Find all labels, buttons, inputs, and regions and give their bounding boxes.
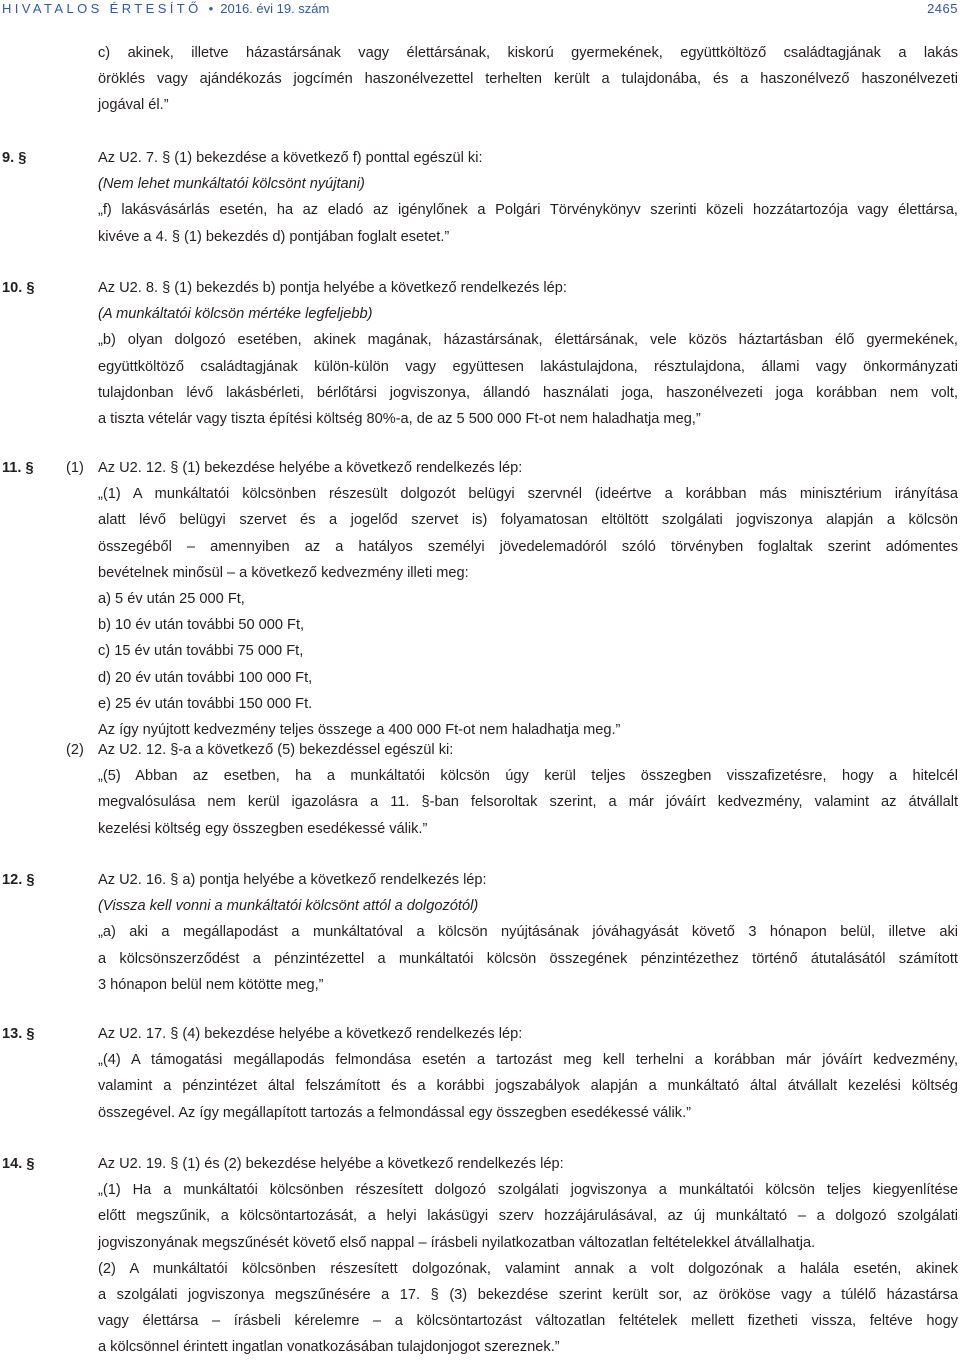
section-number-10: 10. § [2, 280, 35, 296]
text-line: a tiszta vételár vagy tiszta építési költség 80%-a, de az 5 500 000 Ft-ot nem haladhatja meg,” [98, 410, 701, 427]
text-line: a szolgálati jogviszonya megszűnésére a 17. § (3) bekezdése szerint került sor, az örököse vagy a túlélő házastársa [98, 1286, 958, 1303]
text-line: Az U2. 7. § (1) bekezdése a következő f) ponttal egészül ki: [98, 150, 483, 166]
text-line: „(1) Ha a munkáltatói kölcsönben részesített dolgozó szolgálati jogviszonya a munkáltatói kölcsön teljes kiegyenlítése [98, 1182, 958, 1199]
text-line: együttköltöző családtagjának külön-külön vagy együttesen lakástulajdona, résztulajdona, állami vagy önkormányzati [98, 358, 958, 375]
text-line: „a) aki a megállapodást a munkáltatóval a kölcsön nyújtásának jóváhagyását követő 3 hónapon belül, illetve aki [98, 924, 958, 941]
text-line: a kölcsönnel érintett ingatlan vonatkozásában tulajdonjogot szereznek.” [98, 1339, 560, 1356]
text-line: előtt megszűnik, a kölcsöntartozását, a helyi lakásügyi szerv hozzájárulásával, az új munkáltató – a dolgozó szolgálati [98, 1208, 958, 1225]
italic-line: (Vissza kell vonni a munkáltatói kölcsönt attól a dolgozótól) [98, 898, 479, 915]
text-line: „(4) A támogatási megállapodás felmondása esetén a tartozást meg kell terhelni a korábban már jóváírt kedvezmény, [98, 1052, 958, 1069]
header-bullet: • [208, 1, 214, 16]
text-line: összegéből – amennyiben az a hatályos személyi jövedelemadóról szóló törvényben foglaltak szerint adómentes [98, 538, 958, 555]
italic-line: (A munkáltatói kölcsön mértéke legfeljebb) [98, 306, 373, 323]
section-13 [98, 1021, 958, 1126]
text-line: „(1) A munkáltatói kölcsönben részesült dolgozót belügyi szervnél (ideértve a korábban más minisztérium irányítása [98, 486, 958, 503]
list-item: b) 10 év után további 50 000 Ft, [98, 617, 305, 634]
text-line: „(5) Abban az esetben, ha a munkáltatói kölcsön úgy kerül teljes összegben visszafizetésre, hogy a hitelcél [98, 768, 958, 785]
issue-label: 2016. évi 19. szám [220, 1, 330, 16]
section-number-11: 11. § [2, 460, 34, 476]
text-line: c) akinek, illetve házastársának vagy élettársának, kiskorú gyermekének, együttköltöző családtagjának a lakás [98, 45, 958, 61]
text-line: Az U2. 19. § (1) és (2) bekezdése helyébe a következő rendelkezés lép: [98, 1156, 564, 1172]
text-line: bevételnek minősül – a következő kedvezmény illeti meg: [98, 564, 469, 581]
text-line: megvalósulása nem kerül igazolásra a 11. §-ban felsoroltak szerint, a már jóváírt kedvezmény, valamint az átvállalt [98, 794, 958, 811]
running-header [0, 0, 960, 22]
text-line: összegével. Az így megállapított tartozás a felmondással egy összegben esedékessé válik.” [98, 1104, 691, 1121]
text-line: Az U2. 8. § (1) bekezdés b) pontja helyébe a következő rendelkezés lép: [98, 280, 567, 296]
list-item: e) 25 év után további 150 000 Ft. [98, 695, 313, 712]
list-item: c) 15 év után további 75 000 Ft, [98, 643, 304, 660]
section-10 [98, 275, 958, 432]
text-line: Az U2. 16. § a) pontja helyébe a következő rendelkezés lép: [98, 872, 487, 888]
text-line: öröklés vagy ajándékozás jogcímén haszonélvezettel terhelten került a tulajdonába, és a haszonélvező haszonélvezeti [98, 71, 958, 88]
paragraph-number: (1) [66, 460, 84, 476]
text-line: vagy élettársa – írásbeli kérelemre – a kölcsöntartozást változatlan feltételek mellett fizetheti vissza, feltéve hogy [98, 1313, 958, 1330]
section-number-9: 9. § [2, 150, 27, 166]
header-left [2, 1, 329, 16]
section-9 [98, 145, 958, 250]
text-line: valamint a pénzintézet által felszámított és a korábbi jogszabályok alapján a munkáltató által átvállalt kezelési költség [98, 1078, 958, 1095]
section-11-paragraph-2 [98, 737, 958, 842]
text-line: (2) A munkáltatói kölcsönben részesített dolgozónak, valamint annak a volt dolgozónak a halála esetén, akinek [98, 1260, 958, 1277]
text-line: Az így nyújtott kedvezmény teljes összege a 400 000 Ft-ot nem haladhatja meg.” [98, 721, 621, 738]
paragraph-number: (2) [66, 742, 84, 758]
list-item: a) 5 év után 25 000 Ft, [98, 590, 245, 607]
text-line: „f) lakásvásárlás esetén, ha az eladó az igénylőnek a Polgári Törvénykönyv szerinti közeli hozzátartozója vagy élettársa, [98, 202, 958, 219]
text-line: jogviszonyának megszűnését követő első nappal – írásbeli nyilatkozatban változatlan feltételekkel átvállalhatja. [98, 1234, 816, 1251]
page-number: 2465 [927, 1, 958, 16]
text-line: tulajdonban lévő lakásbérleti, bérlőtársi jogviszonya, állandó használati joga, haszonélvezeti joga korábban nem volt, [98, 384, 958, 401]
text-line: Az U2. 12. § (1) bekezdése helyébe a következő rendelkezés lép: [98, 460, 523, 476]
text-line: a kölcsönszerződést a pénzintézettel a munkáltatói kölcsön összegének pénzintézethez történő átutalásától számított [98, 950, 958, 967]
section-12 [98, 867, 958, 998]
section-number-14: 14. § [2, 1156, 35, 1172]
section-14 [98, 1151, 958, 1361]
intro-paragraph [98, 40, 958, 119]
text-line: alatt lévő belügyi szervet és a jogelőd szervet is) folyamatosan eltöltött szolgálati jogviszonya alapján a kölcsön [98, 512, 958, 529]
section-number-12: 12. § [2, 872, 35, 888]
section-11-paragraph-1 [98, 455, 958, 743]
text-line: Az U2. 17. § (4) bekezdése helyébe a következő rendelkezés lép: [98, 1026, 523, 1042]
text-line: „b) olyan dolgozó esetében, akinek magának, házastársának, élettársának, vele közös háztartásban élő gyermekének, [98, 332, 958, 349]
section-number-13: 13. § [2, 1026, 35, 1042]
text-line: kivéve a 4. § (1) bekezdés d) pontjában foglalt esetet.” [98, 228, 450, 245]
list-item: d) 20 év után további 100 000 Ft, [98, 669, 313, 686]
journal-title: HIVATALOS ÉRTESÍTŐ [2, 1, 202, 16]
text-line: jogával él.” [98, 97, 169, 114]
text-line: 3 hónapon belül nem kötötte meg,” [98, 976, 324, 993]
italic-line: (Nem lehet munkáltatói kölcsönt nyújtani) [98, 176, 365, 193]
text-line: Az U2. 12. §-a a következő (5) bekezdéssel egészül ki: [98, 742, 454, 758]
text-line: kezelési költség egy összegben esedékessé válik.” [98, 820, 428, 837]
